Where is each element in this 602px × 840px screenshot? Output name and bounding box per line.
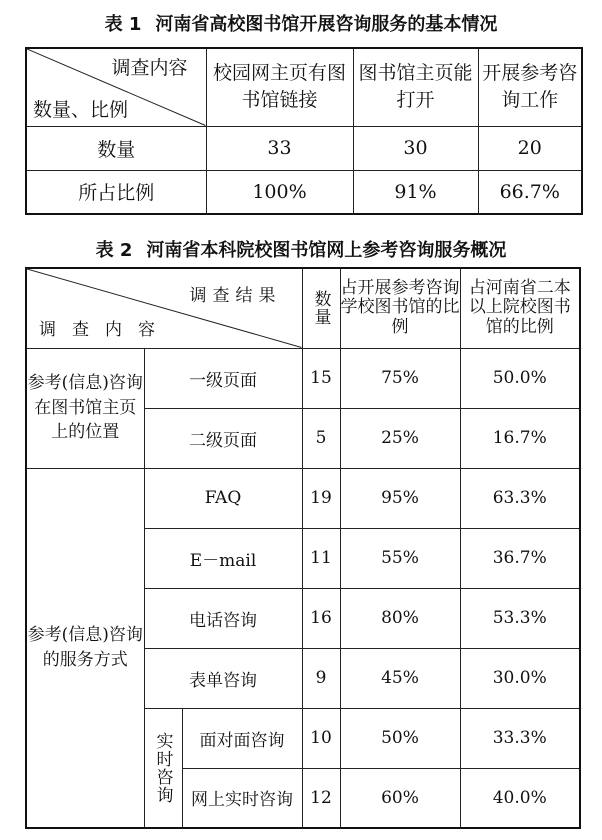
table1-title: 河南省高校图书馆开展咨询服务的基本情况 [155,14,498,35]
table1-row [26,126,582,170]
table2-group-position: 参考(信息)咨询在图书馆主页上的位置 [26,348,144,468]
table2-header-bottom-label: 调查内容 [39,319,171,340]
pct-ref-cell: 55% [340,528,460,588]
table2-header-top-label: 调查结果 [189,286,282,306]
table1-header-top-label: 调查内容 [111,57,188,79]
table1-cell: 33 [206,126,353,170]
table1 [25,47,583,215]
row-label: 二级页面 [144,408,302,468]
table2-number: 表 2 [95,240,133,261]
table1-col-header: 开展参考咨询工作 [478,48,582,126]
table1-cell: 100% [206,170,353,214]
table2-subgroup-realtime: 实时咨询 [144,708,182,828]
table2-caption [0,236,602,262]
pct-henan-cell: 33.3% [460,708,580,768]
table1-number: 表 1 [104,14,142,35]
table1-row-label: 数量 [26,126,206,170]
table1-col-header: 校园网主页有图书馆链接 [206,48,353,126]
table2-col-header-pct-ref: 占开展参考咨询学校图书馆的比例 [340,268,460,348]
count-cell: 15 [302,348,340,408]
table1-row [26,170,582,214]
pct-henan-cell: 53.3% [460,588,580,648]
count-cell: 5 [302,408,340,468]
table2 [25,267,581,829]
table2-diagonal-header [26,268,302,348]
row-label: FAQ [144,468,302,528]
pct-ref-cell: 25% [340,408,460,468]
table1-header-bottom-label: 数量、比例 [33,98,129,121]
row-label: 网上实时咨询 [182,768,302,828]
table1-cell: 91% [353,170,478,214]
count-cell: 12 [302,768,340,828]
row-label: 面对面咨询 [182,708,302,768]
count-cell: 10 [302,708,340,768]
pct-ref-cell: 60% [340,768,460,828]
table2-col-header-count: 数量 [302,268,340,348]
pct-henan-cell: 50.0% [460,348,580,408]
pct-henan-cell: 63.3% [460,468,580,528]
table1-caption [0,10,602,36]
pct-ref-cell: 75% [340,348,460,408]
count-cell: 16 [302,588,340,648]
table1-cell: 20 [478,126,582,170]
pct-ref-cell: 95% [340,468,460,528]
table1-header-row [26,48,582,126]
table1-row-label: 所占比例 [26,170,206,214]
table-row [26,468,580,528]
table2-col-header-pct-henan: 占河南省二本以上院校图书馆的比例 [460,268,580,348]
table2-title: 河南省本科院校图书馆网上参考咨询服务概况 [146,240,507,261]
row-label: 一级页面 [144,348,302,408]
row-label: 表单咨询 [144,648,302,708]
table1-diagonal-header [26,48,206,126]
pct-henan-cell: 16.7% [460,408,580,468]
pct-ref-cell: 80% [340,588,460,648]
pct-henan-cell: 40.0% [460,768,580,828]
pct-ref-cell: 45% [340,648,460,708]
table-row [26,348,580,408]
pct-henan-cell: 30.0% [460,648,580,708]
table2-group-method: 参考(信息)咨询的服务方式 [26,468,144,828]
pct-henan-cell: 36.7% [460,528,580,588]
count-cell: 9 [302,648,340,708]
count-cell: 11 [302,528,340,588]
row-label: 电话咨询 [144,588,302,648]
pct-ref-cell: 50% [340,708,460,768]
table1-col-header: 图书馆主页能打开 [353,48,478,126]
table2-header-row [26,268,580,348]
table1-cell: 66.7% [478,170,582,214]
count-cell: 19 [302,468,340,528]
table1-cell: 30 [353,126,478,170]
row-label: E－mail [144,528,302,588]
